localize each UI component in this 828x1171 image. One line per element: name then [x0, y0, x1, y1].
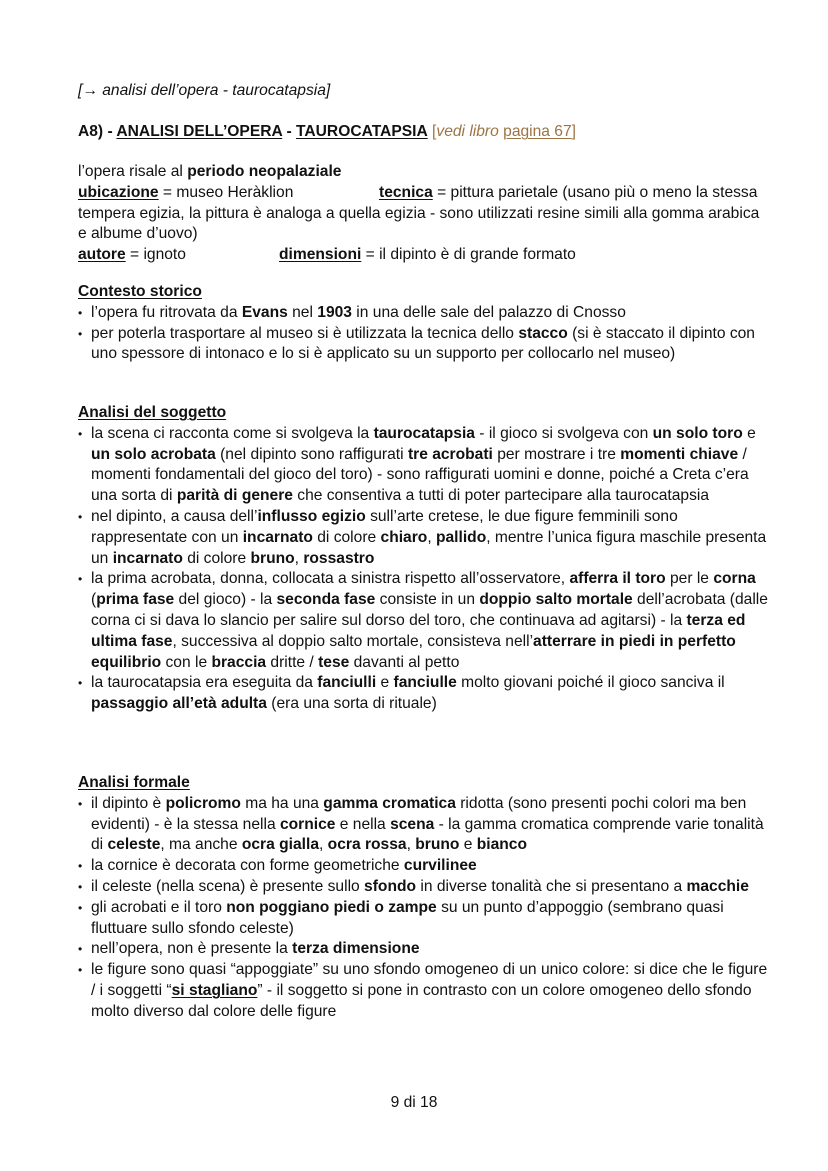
- text-span: , successiva al doppio salto mortale, consisteva nell’: [172, 632, 534, 650]
- text-span: la taurocatapsia era eseguita da: [91, 674, 318, 692]
- text-span: la prima acrobata, donna, collocata a sinistra rispetto all’osservatore,: [91, 570, 570, 588]
- text-span: in una delle sale del palazzo di Cnosso: [351, 303, 626, 321]
- text-span: la cornice è decorata con forme geometriche: [91, 857, 404, 875]
- bold-text: braccia: [211, 653, 267, 671]
- bold-text: gamma cromatica: [323, 794, 456, 812]
- bold-text: passaggio all’età adulta: [91, 695, 267, 713]
- page-indicator: 9 di 18: [390, 1094, 438, 1111]
- text-span: il celeste (nella scena) è presente sullo: [91, 877, 365, 895]
- autore-value: = ignoto: [125, 246, 186, 264]
- text-span: , ma anche: [160, 836, 242, 854]
- bold-text: stacco: [518, 324, 568, 342]
- text-span: - la gamma cromatica comprende varie tonalità di: [91, 815, 764, 854]
- bold-text: un solo toro: [652, 424, 743, 442]
- bold-text: bruno: [250, 549, 295, 567]
- text-span: le figure sono quasi “appoggiate” su uno sfondo omogeneo di un unico colore: si dice che le figure / i soggetti “: [91, 961, 768, 999]
- tecnica-value: = pittura parietale (usano più o meno la stessa tempera egizia, la pittura è analoga a quella egizia - sono utilizzati resine simili alla gomma arabica e albume d’uovo): [78, 183, 760, 243]
- text-span: consiste in un: [375, 591, 480, 609]
- tecnica-label: tecnica: [379, 183, 433, 201]
- text-span: l’opera fu ritrovata da: [91, 303, 242, 321]
- bold-text: pallido: [435, 528, 487, 546]
- bold-text: ocra rossa: [327, 836, 407, 854]
- bold-text: scena: [390, 815, 435, 833]
- bold-text: policromo: [165, 794, 241, 812]
- bold-text: afferra il toro: [569, 570, 666, 588]
- text-span: , mentre l’unica figura maschile presenta un: [91, 528, 767, 567]
- bold-text: macchie: [686, 877, 749, 895]
- ubicazione-value: = museo Heràklion: [158, 183, 294, 201]
- bold-text: bianco: [476, 836, 528, 854]
- text-span: il dipinto è: [91, 794, 166, 812]
- text-span: la scena ci racconta come si svolgeva la: [91, 424, 374, 442]
- bullet-item: [78, 794, 768, 856]
- text-span: nel dipinto, a causa dell’: [91, 507, 258, 525]
- bold-text: doppio salto mortale: [479, 591, 633, 609]
- text-span: ,: [319, 836, 328, 854]
- bold-text: ocra gialla: [241, 836, 319, 854]
- text-span: ridotta (sono presenti pochi colori ma ben evidenti) - è la stessa nella: [91, 794, 747, 833]
- ref-bracket-open: [: [427, 123, 437, 140]
- bold-text: corna: [713, 570, 756, 588]
- bold-text: non poggiano piedi o zampe: [226, 898, 437, 916]
- bold-text: si stagliano: [171, 981, 258, 999]
- autore-dimensioni-line: [78, 245, 768, 266]
- bold-text: bruno: [415, 836, 460, 854]
- bullet-item: [78, 939, 768, 960]
- text-span: (: [91, 591, 97, 609]
- text-span: - il gioco si svolgeva con: [474, 424, 653, 442]
- text-span: e: [459, 836, 477, 854]
- text-span: per poterla trasportare al museo si è utilizzata la tecnica dello: [91, 324, 519, 342]
- text-span: gli acrobati e il toro: [91, 898, 227, 916]
- bold-text: tese: [318, 653, 350, 671]
- bullet-item: [78, 507, 768, 569]
- bold-text: curvilinee: [403, 857, 477, 875]
- text-span: per mostrare i tre: [492, 445, 621, 463]
- bold-text: Evans: [241, 303, 288, 321]
- section-heading: Contesto storico: [78, 283, 202, 300]
- bold-text: influsso egizio: [257, 507, 366, 525]
- bullet-item: [78, 569, 768, 673]
- text-span: ma ha una: [240, 794, 324, 812]
- ref-bracket-close: ]: [571, 123, 576, 140]
- title-part-taurocatapsia: TAUROCATAPSIA: [296, 123, 428, 140]
- section-analisi-formale: [78, 773, 768, 1023]
- text-span: (era una sorta di rituale): [266, 695, 437, 713]
- ubicazione-label: ubicazione: [78, 183, 159, 201]
- bold-text: terza dimensione: [292, 940, 420, 958]
- bold-text: incarnato: [112, 549, 183, 567]
- bullet-item: [78, 898, 768, 940]
- text-span: di colore: [182, 549, 251, 567]
- text-span: su un punto d’appoggio (sembrano quasi fluttuare sullo sfondo celeste): [91, 898, 724, 937]
- bullet-item: [78, 877, 768, 898]
- bold-text: 1903: [317, 303, 352, 321]
- section-title: [78, 121, 576, 142]
- bold-text: fanciulli: [317, 674, 377, 692]
- ubicazione-tecnica-line: [78, 183, 768, 245]
- bold-text: incarnato: [242, 528, 313, 546]
- bold-text: parità di genere: [176, 487, 293, 505]
- autore-label: autore: [78, 246, 126, 264]
- text-span: di colore: [312, 528, 381, 546]
- bullet-item: [78, 673, 768, 715]
- bold-text: un solo acrobata: [91, 445, 216, 463]
- text-span: e nella: [335, 815, 391, 833]
- section-analisi-soggetto: [78, 403, 768, 715]
- bold-text: prima fase: [96, 591, 175, 609]
- text-span: ,: [427, 528, 436, 546]
- bold-text: tre acrobati: [407, 445, 493, 463]
- intro-block: [78, 162, 768, 266]
- period-text: l’opera risale al: [78, 163, 188, 180]
- bold-text: seconda fase: [276, 591, 376, 609]
- bold-text: chiaro: [380, 528, 428, 546]
- bold-text: celeste: [107, 836, 161, 854]
- text-span: nel: [287, 303, 318, 321]
- text-span: con le: [161, 653, 212, 671]
- bold-text: atterrare in piedi in perfetto equilibrio: [91, 632, 736, 671]
- bold-text: taurocatapsia: [373, 424, 475, 442]
- book-page-link[interactable]: pagina 67: [503, 123, 572, 140]
- section-heading: Analisi del soggetto: [78, 404, 227, 421]
- dimensioni-label: dimensioni: [279, 246, 362, 264]
- text-span: (si è staccato il dipinto con uno spessore di intonaco e lo si è applicato su un supporto per collocarlo nel museo): [91, 324, 755, 363]
- bold-text: sfondo: [364, 877, 417, 895]
- bold-text: cornice: [279, 815, 336, 833]
- bullet-item: [78, 960, 768, 1022]
- text-span: molto giovani poiché il gioco sanciva il: [456, 674, 725, 692]
- text-span: in diverse tonalità che si presentano a: [416, 877, 687, 895]
- text-span: nell’opera, non è presente la: [91, 940, 293, 958]
- text-span: che consentiva a tutti di poter partecipare alla taurocatapsia: [292, 487, 710, 505]
- bullet-item: [78, 856, 768, 877]
- period-line: [78, 162, 768, 183]
- title-part-analisi: ANALISI DELL’OPERA: [116, 123, 283, 140]
- bold-text: momenti chiave: [620, 445, 739, 463]
- book-ref-label: vedi libro: [436, 123, 499, 140]
- section-contesto-storico: [78, 282, 768, 365]
- nav-breadcrumb-link[interactable]: [→ analisi dell’opera - taurocatapsia]: [78, 82, 331, 99]
- text-span: e: [376, 674, 394, 692]
- text-span: ,: [294, 549, 304, 567]
- text-span: del gioco) - la: [174, 591, 277, 609]
- text-span: sull’arte cretese, le due figure femminili sono rappresentate con un: [91, 507, 678, 546]
- bold-text: rossastro: [303, 549, 375, 567]
- text-span: dell’acrobata (dalle corna ci si dava lo slancio per salire sul dorso del toro, che continuava ad agitarsi) - la: [91, 591, 768, 629]
- text-span: davanti al petto: [349, 653, 460, 671]
- text-span: per le: [665, 570, 714, 588]
- title-prefix: A8) -: [78, 123, 117, 140]
- text-span: ,: [406, 836, 416, 854]
- text-span: dritte /: [266, 653, 319, 671]
- bold-text: terza ed ultima fase: [91, 611, 746, 650]
- bullet-item: [78, 324, 768, 366]
- bullet-item: [78, 424, 768, 507]
- dimensioni-value: = il dipinto è di grande formato: [361, 246, 576, 264]
- bullet-item: [78, 303, 768, 324]
- bold-text: fanciulle: [393, 674, 457, 692]
- text-span: ” - il soggetto si pone in contrasto con un colore omogeneo dello sfondo molto diverso dal colore delle figure: [91, 981, 752, 1020]
- title-separator: -: [282, 123, 297, 140]
- period-value: periodo neopalaziale: [187, 163, 342, 180]
- text-span: / momenti fondamentali del gioco del toro) - sono raffigurati uomini e donne, poiché a Creta c’era una sorta di: [91, 445, 749, 505]
- text-span: (nel dipinto sono raffigurati: [215, 445, 408, 463]
- section-heading: Analisi formale: [78, 774, 190, 791]
- text-span: e: [742, 424, 756, 442]
